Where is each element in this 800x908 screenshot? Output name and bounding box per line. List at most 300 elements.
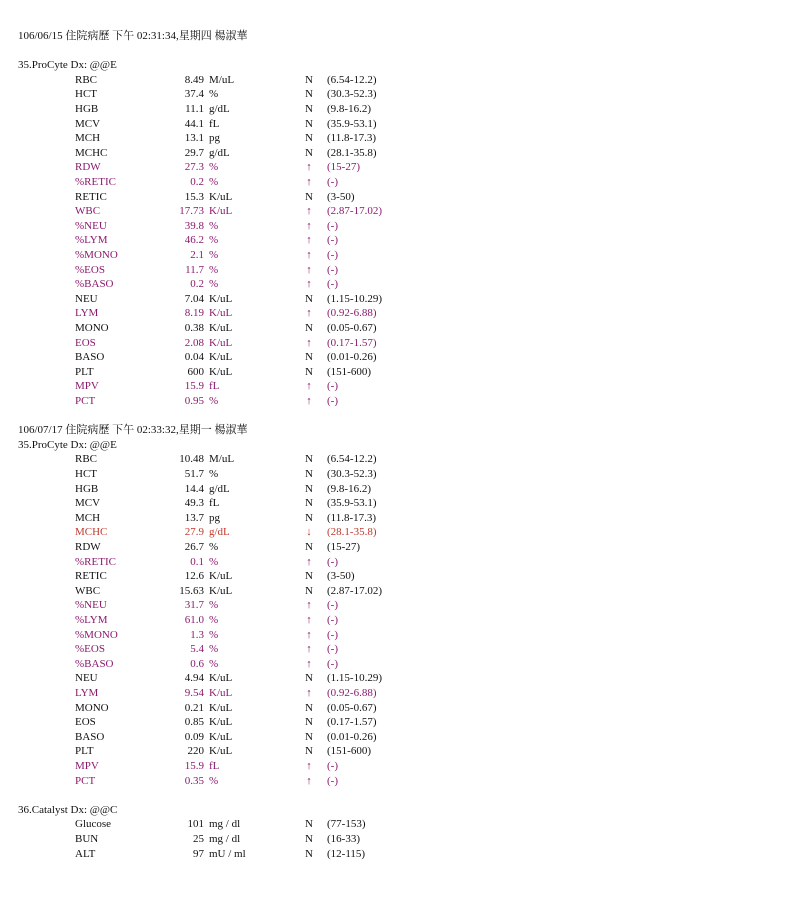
test-name: BUN [75,833,99,845]
test-range: (3-50) [327,570,355,583]
result-row [0,832,800,847]
test-unit: mg / dl [209,818,241,831]
test-flag: N [305,190,313,203]
test-unit: K/uL [209,687,233,699]
test-flag: ↑ [306,205,312,218]
result-row [0,379,800,394]
test-unit: % [209,263,219,276]
test-range: (0.01-0.26) [327,730,377,743]
result-row [0,277,800,292]
test-name: MCHC [75,526,108,539]
test-name: RETIC [75,190,107,203]
panel-title-line [0,803,800,818]
test-value: 13.1 [184,132,204,145]
result-row [0,525,800,540]
test-unit: % [209,219,219,232]
test-range: (6.54-12.2) [327,453,377,466]
test-range: (151-600) [327,745,371,758]
test-unit: K/uL [209,365,233,378]
test-range: (30.3-52.3) [327,88,377,101]
test-flag: ↑ [306,555,312,568]
test-value: 12.6 [184,570,204,583]
test-flag: ↑ [306,263,312,276]
test-unit: % [209,161,219,174]
result-row [0,569,800,584]
test-unit: K/uL [209,322,233,334]
test-flag: N [305,833,313,845]
test-range: (9.8-16.2) [327,482,371,495]
test-value: 27.3 [184,161,204,174]
test-range: (-) [327,395,338,407]
test-range: (9.8-16.2) [327,103,371,115]
test-name: %LYM [75,614,108,626]
test-unit: fL [209,380,220,393]
result-row [0,715,800,730]
test-range: (2.87-17.02) [327,584,382,597]
test-unit: mg / dl [209,833,241,845]
test-flag: N [305,482,313,495]
test-value: 0.38 [184,322,204,334]
test-name: EOS [75,336,96,349]
test-name: HCT [75,88,97,101]
test-unit: g/dL [209,526,230,539]
test-flag: N [305,146,313,159]
result-row [0,175,800,190]
test-flag: ↑ [306,161,312,174]
result-row [0,759,800,774]
test-value: 0.2 [190,176,204,188]
test-value: 44.1 [184,117,204,130]
result-row [0,642,800,657]
test-value: 8.49 [184,73,204,86]
test-name: WBC [75,205,101,218]
test-value: 46.2 [184,234,204,247]
record-header: 106/06/15 住院病歷 下午 02:31:34,星期四 楊淑華 [18,30,248,42]
test-name: %BASO [75,657,114,670]
test-range: (2.87-17.02) [327,205,382,218]
test-flag: N [305,453,313,466]
test-name: %RETIC [75,555,116,568]
test-value: 11.1 [185,103,204,115]
test-unit: K/uL [209,716,233,729]
result-row [0,321,800,336]
test-value: 4.94 [184,672,204,685]
result-row [0,117,800,132]
test-value: 29.7 [184,146,204,159]
test-range: (35.9-53.1) [327,117,377,130]
test-value: 10.48 [179,453,204,466]
test-unit: K/uL [209,292,233,305]
result-row [0,292,800,307]
test-range: (-) [327,774,338,787]
test-name: PLT [75,365,94,378]
test-flag: ↑ [306,249,312,261]
test-value: 97 [193,847,204,860]
test-name: RDW [75,541,101,553]
test-value: 600 [187,365,204,378]
test-range: (0.17-1.57) [327,716,377,729]
test-value: 220 [187,745,204,758]
test-name: MCV [75,117,101,130]
test-flag: N [305,570,313,583]
test-unit: K/uL [209,745,233,758]
test-name: ALT [75,847,96,860]
test-unit: g/dL [209,103,230,115]
test-range: (77-153) [327,818,366,831]
test-value: 0.35 [184,774,204,787]
result-row [0,774,800,789]
test-range: (-) [327,628,338,641]
test-name: LYM [75,307,99,320]
test-range: (-) [327,249,338,261]
test-value: 39.8 [184,219,204,232]
result-row [0,306,800,321]
test-value: 2.1 [190,249,204,261]
test-unit: mU / ml [209,847,246,860]
test-unit: M/uL [209,453,235,466]
test-flag: N [305,322,313,334]
test-name: MPV [75,380,99,393]
test-range: (-) [327,643,338,656]
test-unit: K/uL [209,336,233,349]
test-unit: % [209,628,219,641]
test-flag: N [305,584,313,597]
result-row [0,131,800,146]
test-unit: % [209,278,219,291]
result-row [0,701,800,716]
test-flag: N [305,730,313,743]
test-value: 15.9 [184,380,204,393]
result-row [0,190,800,205]
test-range: (0.01-0.26) [327,351,377,364]
test-range: (-) [327,263,338,276]
test-name: %EOS [75,263,105,276]
test-name: LYM [75,687,99,699]
test-range: (11.8-17.3) [327,132,377,145]
test-name: MCHC [75,146,108,159]
result-row [0,817,800,832]
test-range: (3-50) [327,190,355,203]
test-flag: N [305,468,313,480]
test-unit: % [209,234,219,247]
test-name: PLT [75,745,94,758]
test-flag: ↑ [306,176,312,188]
record-header-line [0,423,800,438]
result-row [0,555,800,570]
result-row [0,628,800,643]
test-unit: K/uL [209,351,233,364]
result-row [0,598,800,613]
test-unit: g/dL [209,146,230,159]
result-row [0,233,800,248]
test-value: 15.63 [179,584,204,597]
test-name: RDW [75,161,101,174]
test-flag: ↓ [306,526,312,539]
result-row [0,467,800,482]
test-flag: N [305,672,313,685]
test-flag: ↑ [306,234,312,247]
test-range: (-) [327,760,338,772]
test-name: PCT [75,774,96,787]
test-flag: N [305,818,313,831]
test-flag: N [305,117,313,130]
result-row [0,671,800,686]
test-range: (6.54-12.2) [327,73,377,86]
record-header-line [0,29,800,44]
test-value: 0.1 [190,555,204,568]
result-row [0,511,800,526]
result-row [0,146,800,161]
test-name: HGB [75,482,99,495]
test-value: 15.3 [184,190,204,203]
test-name: %RETIC [75,176,116,188]
test-flag: N [305,745,313,758]
result-row [0,102,800,117]
result-row [0,584,800,599]
test-value: 26.7 [184,541,204,553]
test-name: RBC [75,453,98,466]
test-name: %MONO [75,249,118,261]
test-flag: N [305,716,313,729]
test-range: (-) [327,234,338,247]
test-name: %EOS [75,643,105,656]
test-unit: K/uL [209,190,233,203]
test-flag: N [305,847,313,860]
test-unit: % [209,249,219,261]
panel-title: 35.ProCyte Dx: @@E [18,438,117,451]
test-unit: % [209,643,219,656]
test-unit: % [209,176,219,188]
test-value: 9.54 [184,687,204,699]
test-name: MCH [75,132,101,145]
result-row [0,482,800,497]
test-value: 0.95 [184,395,204,407]
test-value: 0.6 [190,657,204,670]
test-flag: N [305,497,313,510]
result-row [0,452,800,467]
panel-title-line [0,58,800,73]
result-row [0,365,800,380]
result-row [0,73,800,88]
test-value: 1.3 [190,628,204,641]
test-flag: N [305,701,313,714]
test-flag: ↑ [306,643,312,656]
test-range: (-) [327,599,338,612]
test-flag: N [305,132,313,145]
result-row [0,496,800,511]
test-value: 0.85 [184,716,204,729]
result-row [0,204,800,219]
test-unit: % [209,614,219,626]
test-flag: ↑ [306,628,312,641]
test-unit: % [209,657,219,670]
test-flag: ↑ [306,760,312,772]
test-flag: N [305,351,313,364]
test-value: 61.0 [184,614,204,626]
result-row [0,87,800,102]
test-unit: K/uL [209,701,233,714]
result-row [0,350,800,365]
test-name: BASO [75,730,105,743]
test-flag: N [305,511,313,524]
test-value: 25 [193,833,204,845]
result-row [0,219,800,234]
test-flag: ↑ [306,336,312,349]
test-name: NEU [75,672,98,685]
test-flag: N [305,73,313,86]
test-name: %NEU [75,599,107,612]
test-unit: K/uL [209,570,233,583]
result-row [0,847,800,862]
test-name: %LYM [75,234,108,247]
result-row [0,657,800,672]
test-flag: ↑ [306,278,312,291]
test-name: HGB [75,103,99,115]
test-range: (0.92-6.88) [327,687,377,699]
test-unit: K/uL [209,730,233,743]
test-unit: K/uL [209,672,233,685]
result-row [0,394,800,409]
test-value: 11.7 [185,263,204,276]
result-row [0,686,800,701]
test-value: 49.3 [184,497,204,510]
test-name: EOS [75,716,96,729]
test-value: 2.08 [184,336,204,349]
test-unit: % [209,541,219,553]
test-unit: % [209,468,219,480]
result-row [0,540,800,555]
test-name: Glucose [75,818,112,831]
test-range: (1.15-10.29) [327,672,382,685]
test-flag: N [305,541,313,553]
test-value: 5.4 [190,643,204,656]
test-name: PCT [75,395,96,407]
test-range: (-) [327,657,338,670]
test-range: (28.1-35.8) [327,526,377,539]
test-unit: K/uL [209,584,233,597]
test-flag: ↑ [306,657,312,670]
test-name: MCV [75,497,101,510]
test-range: (-) [327,380,338,393]
test-name: MONO [75,701,109,714]
result-row [0,248,800,263]
test-value: 51.7 [184,468,204,480]
test-name: MPV [75,760,99,772]
test-range: (0.92-6.88) [327,307,377,320]
panel-title: 35.ProCyte Dx: @@E [18,59,117,72]
test-flag: N [305,292,313,305]
test-name: NEU [75,292,98,305]
test-range: (12-115) [327,847,366,860]
test-unit: % [209,555,219,568]
test-name: MCH [75,511,101,524]
test-range: (16-33) [327,833,360,845]
test-range: (0.05-0.67) [327,322,377,334]
test-value: 0.21 [184,701,204,714]
panel-title-line [0,438,800,453]
test-name: WBC [75,584,101,597]
result-row [0,160,800,175]
test-value: 31.7 [184,599,204,612]
test-name: %MONO [75,628,118,641]
test-flag: N [305,365,313,378]
test-unit: fL [209,760,220,772]
test-range: (28.1-35.8) [327,146,377,159]
test-flag: N [305,103,313,115]
test-unit: pg [209,132,220,145]
test-range: (35.9-53.1) [327,497,377,510]
test-value: 0.09 [184,730,204,743]
test-flag: ↑ [306,395,312,407]
test-unit: K/uL [209,205,233,218]
test-unit: % [209,599,219,612]
test-value: 37.4 [184,88,204,101]
test-range: (15-27) [327,161,360,174]
test-flag: ↑ [306,599,312,612]
test-range: (-) [327,219,338,232]
test-name: %BASO [75,278,114,291]
test-unit: % [209,395,219,407]
test-unit: % [209,88,219,101]
test-value: 101 [187,818,204,831]
test-unit: fL [209,117,220,130]
test-name: HCT [75,468,97,480]
test-flag: ↑ [306,219,312,232]
test-range: (11.8-17.3) [327,511,377,524]
result-row [0,263,800,278]
test-name: %NEU [75,219,107,232]
test-flag: ↑ [306,774,312,787]
test-value: 14.4 [184,482,204,495]
test-unit: g/dL [209,482,230,495]
test-value: 17.73 [179,205,204,218]
test-unit: % [209,774,219,787]
test-unit: M/uL [209,73,235,86]
test-unit: pg [209,511,220,524]
test-value: 0.2 [190,278,204,291]
result-row [0,730,800,745]
test-value: 27.9 [184,526,204,539]
result-row [0,336,800,351]
test-name: MONO [75,322,109,334]
test-flag: ↑ [306,307,312,320]
record-header: 106/07/17 住院病歷 下午 02:33:32,星期一 楊淑華 [18,424,248,437]
test-name: RBC [75,73,98,86]
test-flag: ↑ [306,380,312,393]
test-flag: N [305,88,313,101]
test-value: 8.19 [184,307,204,320]
test-value: 0.04 [184,351,204,364]
test-name: BASO [75,351,105,364]
test-flag: ↑ [306,614,312,626]
test-range: (0.05-0.67) [327,701,377,714]
test-range: (15-27) [327,541,360,553]
test-unit: fL [209,497,220,510]
test-unit: K/uL [209,307,233,320]
test-range: (-) [327,614,338,626]
test-range: (-) [327,176,338,188]
panel-title: 36.Catalyst Dx: @@C [18,803,118,816]
test-value: 13.7 [184,511,204,524]
result-row [0,744,800,759]
test-range: (30.3-52.3) [327,468,377,480]
test-range: (0.17-1.57) [327,336,377,349]
test-value: 15.9 [184,760,204,772]
test-name: RETIC [75,570,107,583]
test-value: 7.04 [184,292,204,305]
test-range: (1.15-10.29) [327,292,382,305]
test-range: (151-600) [327,365,371,378]
